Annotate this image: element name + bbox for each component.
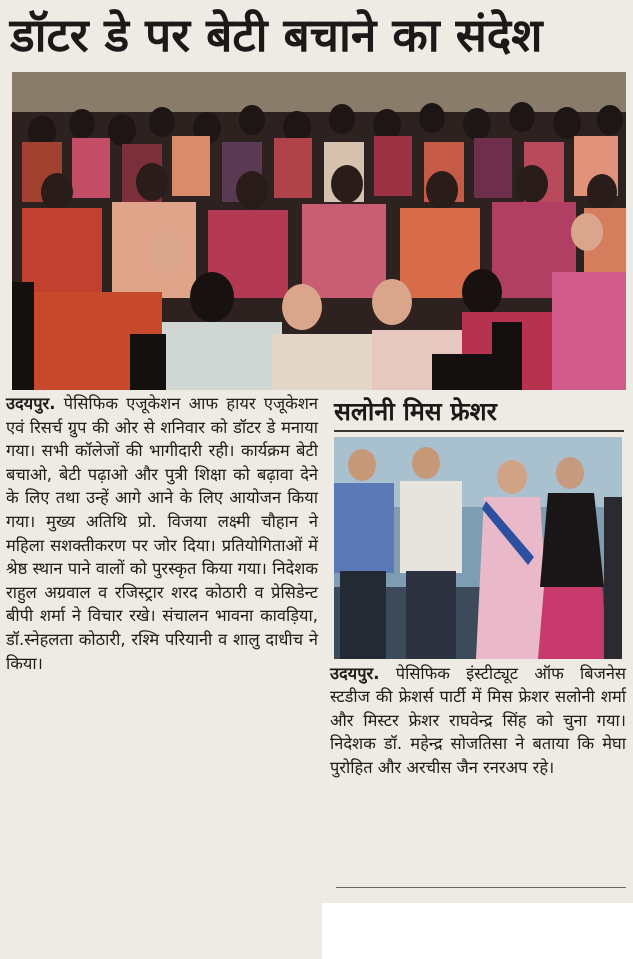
- main-article-body: पेसिफिक एजूकेशन आफ हायर एजूकेशन एवं रिसर्च ग्रुप की ओर से शनिवार को डॉटर डे मनाया गया। सभी कॉलेजों की भागीदारी रही। कार्यक्रम बेटी बचाओ, बेटी पढ़ाओ और पुत्री शिक्षा को बढ़ावा देने के लिए तथा उन्हें आगे आने के लिए आयोजन किया गया। मुख्य अतिथि प्रो. विजया लक्ष्मी चौहान ने महिला सशक्तीकरण पर जोर दिया। प्रतियोगिताओं में श्रेष्ठ स्थान पाने वालों को पुरस्कृत किया गया। निदेशक राहुल अग्रवाल व रजिस्ट्रार शरद कोठारी व प्रेसिडेन्ट बीपी शर्मा ने विचार रखे। संचालन भावना कावड़िया, डॉ.स्नेहलता कोठारी, रश्मि परियानी व शालु दाधीच ने किया।: [6, 394, 318, 673]
- fresher-winners-photo: [334, 437, 622, 659]
- fresher-winners-photo-illustration: [334, 437, 622, 659]
- blank-margin: [322, 903, 633, 959]
- sidebar-article-dateline: उदयपुर.: [330, 664, 380, 683]
- audience-photo: [12, 72, 626, 390]
- column-divider: [336, 887, 626, 888]
- sidebar-article-body: पेसिफिक इंस्टीट्यूट ऑफ बिजनेस स्टडीज की फ्रेशर्स पार्टी में मिस फ्रेशर सलोनी शर्मा और मिस्टर फ्रेशर राघवेन्द्र सिंह को चुना गया। निदेशक डॉ. महेन्द्र सोजतिसा ने बताया कि मेघा पुरोहित और अरचीस जैन रनरअप रहे।: [330, 664, 626, 777]
- main-article-dateline: उदयपुर.: [6, 394, 56, 413]
- sidebar-article: [330, 662, 626, 779]
- main-headline: डॉटर डे पर बेटी बचाने का संदेश: [10, 8, 543, 62]
- sidebar-headline: सलोनी मिस फ्रेशर: [334, 394, 624, 432]
- main-article: [6, 392, 318, 675]
- audience-photo-illustration: [12, 72, 626, 390]
